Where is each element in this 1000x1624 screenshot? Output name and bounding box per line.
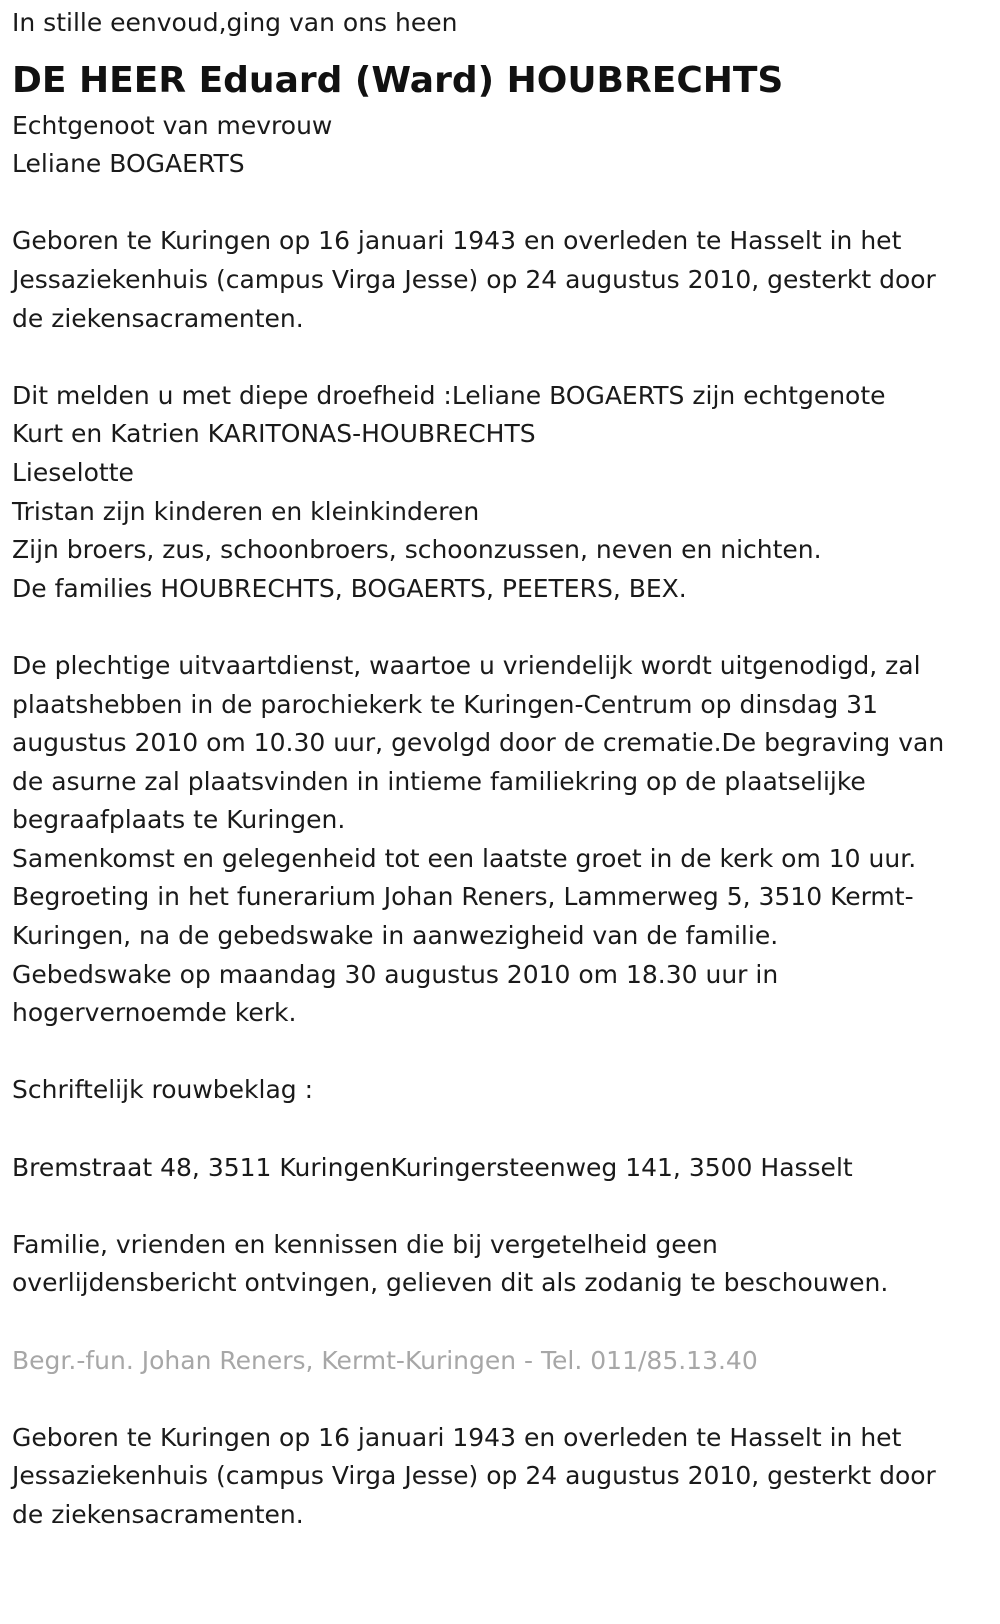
funeral-service-paragraph — [12, 647, 988, 1033]
spouse-name: Leliane BOGAERTS — [12, 149, 245, 179]
service-line: De plechtige uitvaartdienst, waartoe u vriendelijk wordt uitgenodigd, zal — [12, 650, 921, 680]
service-line: Gebedswake op maandag 30 augustus 2010 om 18.30 uur in — [12, 959, 779, 989]
born-died-repeat-line: Jessaziekenhuis (campus Virga Jesse) op 24 augustus 2010, gesterkt door — [12, 1461, 936, 1491]
spacer — [12, 608, 988, 647]
service-line: plaatshebben in de parochiekerk te Kuringen-Centrum op dinsdag 31 — [12, 689, 878, 719]
spouse-line: Echtgenoot van mevrouw — [12, 110, 333, 140]
intro-text: In stille eenvoud,ging van ons heen — [12, 8, 458, 37]
spacer — [12, 1033, 988, 1072]
born-died-line: Geboren te Kuringen op 16 januari 1943 en overleden te Hasselt in het — [12, 226, 902, 256]
born-died-repeat-line: Geboren te Kuringen op 16 januari 1943 en overleden te Hasselt in het — [12, 1422, 902, 1452]
spacer — [12, 1187, 988, 1226]
service-line: Samenkomst en gelegenheid tot een laatste groet in de kerk om 10 uur. — [12, 843, 917, 873]
mourner-line: Dit melden u met diepe droefheid :Leliane BOGAERTS zijn echtgenote — [12, 380, 886, 410]
service-line: Begroeting in het funerarium Johan Reners, Lammerweg 5, 3510 Kermt- — [12, 882, 914, 912]
deceased-name-heading: DE HEER Eduard (Ward) HOUBRECHTS — [12, 59, 784, 101]
service-line: Kuringen, na de gebedswake in aanwezigheid van de familie. — [12, 921, 779, 951]
service-line: augustus 2010 om 10.30 uur, gevolgd door de crematie.De begraving van — [12, 728, 945, 758]
born-died-repeat-paragraph — [12, 1419, 988, 1535]
mourner-line: De families HOUBRECHTS, BOGAERTS, PEETERS, BEX. — [12, 573, 687, 603]
service-line: hogervernoemde kerk. — [12, 998, 297, 1028]
mourner-line: Kurt en Katrien KARITONAS-HOUBRECHTS — [12, 419, 536, 449]
spacer — [12, 1110, 988, 1149]
mourner-line: Lieselotte — [12, 457, 134, 487]
condolence-address: Bremstraat 48, 3511 KuringenKuringersteenweg 141, 3500 Hasselt — [12, 1152, 853, 1182]
notice-paragraph — [12, 1226, 988, 1303]
born-died-line: Jessaziekenhuis (campus Virga Jesse) op 24 augustus 2010, gesterkt door — [12, 264, 936, 294]
condolence-label: Schriftelijk rouwbeklag : — [12, 1075, 314, 1105]
notice-line: Familie, vrienden en kennissen die bij vergetelheid geen — [12, 1229, 718, 1259]
mourners-list — [12, 377, 988, 609]
spacer — [12, 184, 988, 223]
born-died-repeat-line: de ziekensacramenten. — [12, 1499, 304, 1529]
service-line: begraafplaats te Kuringen. — [12, 805, 346, 835]
spacer — [12, 1380, 988, 1419]
mourner-line: Tristan zijn kinderen en kleinkinderen — [12, 496, 480, 526]
spacer — [12, 338, 988, 377]
spacer — [12, 1303, 988, 1342]
notice-line: overlijdensbericht ontvingen, gelieven dit als zodanig te beschouwen. — [12, 1268, 889, 1298]
funeral-home-credit: Begr.-fun. Johan Reners, Kermt-Kuringen - Tel. 011/85.13.40 — [12, 1345, 758, 1375]
born-died-paragraph — [12, 222, 988, 338]
born-died-line: de ziekensacramenten. — [12, 303, 304, 333]
service-line: de asurne zal plaatsvinden in intieme familiekring op de plaatselijke — [12, 766, 866, 796]
mourner-line: Zijn broers, zus, schoonbroers, schoonzussen, neven en nichten. — [12, 535, 822, 565]
